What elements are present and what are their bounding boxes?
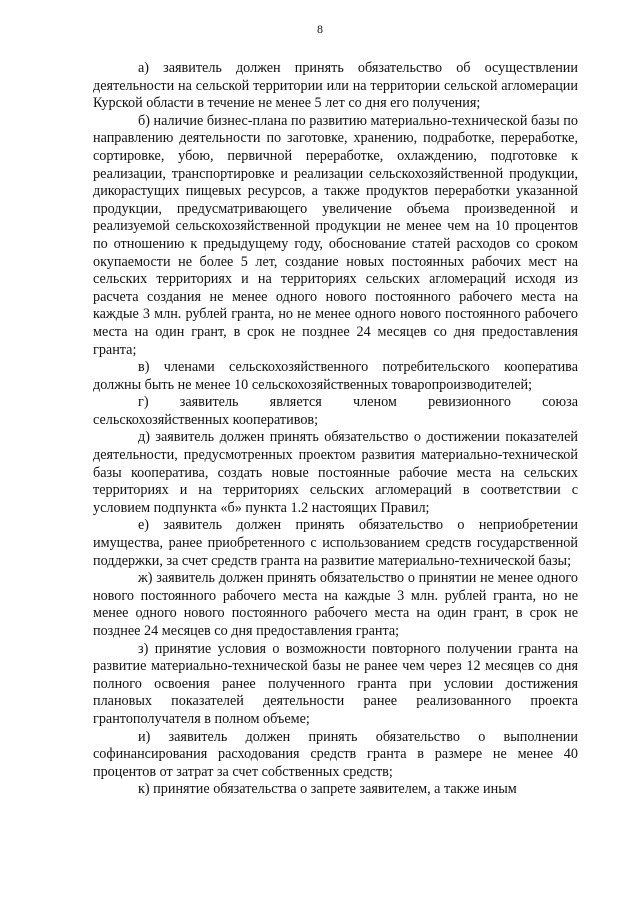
paragraph-k: к) принятие обязательства о запрете заявителем, а также иным <box>138 781 517 798</box>
document-body <box>93 60 578 799</box>
paragraph-z: з) принятие условия о возможности повторного получении гранта на развитие материально-технической базы не ранее чем через 12 месяцев со дня полного освоения ранее полученного гранта при условии достижения плановых показателей деятельности ранее реализованного проекта грантополучателя в полном объеме; <box>93 640 578 727</box>
paragraph-v: в) членами сельскохозяйственного потребительского кооператива должны быть не менее 10 сельскохозяйственных товаропроизводителей; <box>93 359 578 393</box>
paragraph-i: и) заявитель должен принять обязательство о выполнении софинансирования расходования средств гранта в размере не менее 40 процентов от затрат за счет собственных средств; <box>93 728 578 780</box>
page-number: 8 <box>317 22 323 36</box>
paragraph-a: а) заявитель должен принять обязательство об осуществлении деятельности на сельской территории или на территории сельской агломерации Курской области в течение не менее 5 лет со дня его получения; <box>93 60 578 112</box>
paragraph-g: г) заявитель является членом ревизионного союза сельскохозяйственных кооперативов; <box>93 394 578 428</box>
paragraph-zh: ж) заявитель должен принять обязательство о принятии не менее одного нового постоянного рабочего места на каждые 3 млн. рублей гранта, но не менее одного нового постоянного рабочего места на один грант, в срок не позднее 24 месяцев со дня предоставления гранта; <box>93 570 578 639</box>
paragraph-e: е) заявитель должен принять обязательство о неприобретении имущества, ранее приобретенного с использованием средств государственной поддержки, за счет средств гранта на развитие материально-технической базы; <box>93 517 578 569</box>
paragraph-d: д) заявитель должен принять обязательство о достижении показателей деятельности, предусмотренных проектом развития материально-технической базы кооператива, создать новые постоянные рабочие места на сельских территориях и на территориях сельских агломераций в соответствии с условием подпункта «б» пункта 1.2 настоящих Правил; <box>93 429 578 516</box>
paragraph-b: б) наличие бизнес-плана по развитию материально-технической базы по направлению деятельности по заготовке, хранению, подработке, переработке, сортировке, убою, первичной переработке, охлаждению, подготовке к реализации, транспортировке и реализации сельскохозяйственной продукции, дикорастущих пищевых ресурсов, а также продуктов переработки указанной продукции, предусматривающего увеличение объема произведенной и реализуемой сельскохозяйственной продукции не менее чем на 10 процентов по отношению к предыдущему году, обоснование статей расходов со сроком окупаемости не более 5 лет, создание новых постоянных рабочих мест на сельских территориях и на территориях сельских агломераций исходя из расчета создания не менее одного нового постоянного рабочего места на каждые 3 млн. рублей гранта, но не менее одного нового постоянного рабочего места на один грант, в срок не позднее 24 месяцев со дня предоставления гранта; <box>93 112 578 358</box>
